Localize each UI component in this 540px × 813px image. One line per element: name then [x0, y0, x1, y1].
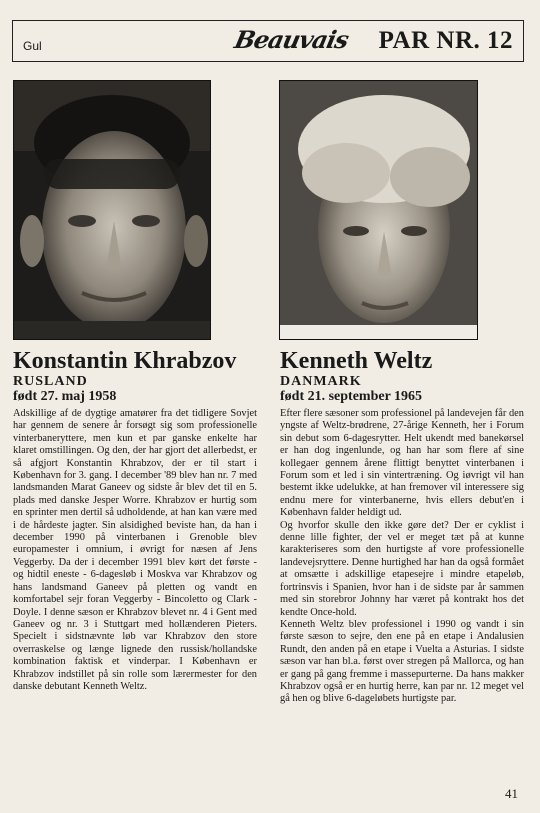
page-number: 41 — [505, 786, 518, 801]
bio-paragraph: Kenneth Weltz blev professionel i 1990 og vandt i sin første sæson to sejre, den ene på en etape i Andalusien Rundt, den anden på en etape i Vuelta a Asturias. I sidste sæson var han bl.a. først over stregen på Mallorca, og han er gang på gang fremme i massepurterne. Da hans makker Khrabzov også er en hurtig herre, kan par nr. 12 meget vel gå hen og blive 6-dageløbets hurtigste par. — [280, 618, 524, 705]
bio-paragraph: Adskillige af de dygtige amatører fra det tidligere Sovjet har gennem de senere år forsøgt sig som professionelle vinterbaneryttere, men kun et par ganske enkelte har klaret omstillingen. Og den, der har gjort det allerbedst, er så afgjort Konstantin Khrabzov, der er til start i København for 3. gang. I december '89 blev han nr. 7 med landsmanden Marat Ganeev og sidste år blev det til en 5. plads med danske Jesper Worre. Khrabzov er hurtig som en sprinter men dertil så udholdende, at han kan være med i de hårdeste jagter. Sin alsidighed beviste han, da han i december 1990 på vinterbanen i Grenoble blev europamester i omnium, i øvrigt for næsen af Jens Veggerby. Da der i december 1991 blev kørt det første - og hidtil eneste - 6-dagesløb i Moskva var Khrabzov og hans landsmand Ganeev på pletten og vandt en komfortabel sejr foran Veggerby - Bincoletto og Clark - Doyle. I denne sæson er Khrabzov blevet nr. 4 i Gent med Ganeev og nr. 3 i Stuttgart med hollænderen Pieters. Specielt i sidstnævnte løb var Khrabzov den store overraskelse og længe lignede den russisk/hollandske kombination faktisk et vinderpar. I København er Khrabzov indstillet på sin rolle som lærermester for den danske debutant Kenneth Weltz. — [13, 408, 257, 692]
jersey-color-label: Gul — [23, 39, 42, 53]
rider-birthdate: født 27. maj 1958 — [13, 389, 117, 404]
rider-birthdate: født 21. september 1965 — [280, 389, 423, 404]
rider-bio — [280, 408, 524, 706]
rider-photo-khrabzov — [13, 80, 211, 340]
bio-paragraph: Efter flere sæsoner som professionel på landevejen får den yngste af Weltz-brødrene, 27-årige Kenneth, her i Forum sin debut som 6-dagesrytter. Helt ukendt med banekørsel er han dog ingenlunde, og han har som flere af sine kollegaer gennem årene flittigt benyttet vinterbanen i Forum som et led i sin vintertræning. Og iøvrigt vil han bestemt ikke udelukke, at han fremover vil interessere sig endnu mere for vinterbanerne, hvis ellers debut'en i København falder heldigt ud. — [280, 408, 524, 519]
page-header — [12, 20, 524, 62]
rider-column-khrabzov — [13, 348, 257, 693]
rider-bio — [13, 408, 257, 693]
rider-column-weltz — [280, 348, 524, 706]
pair-number-title: PAR NR. 12 — [378, 27, 513, 54]
bio-paragraph: Og hvorfor skulle den ikke gøre det? Der er cyklist i denne lille fighter, der vel er meget tæt på at kunne karakteriseres som den hurtigste af vore professionelle landevejsryttere. Denne hurtighed har han da også formået at omsætte i adskillige etapesejre i mindre etapeløb, fortrinsvis i Spanien, hvor han i de sidste par år sammen med sin storebror Johnny har været på kontrakt hos det kendte Once-hold. — [280, 519, 524, 618]
rider-photo-weltz — [279, 80, 478, 340]
rider-country: DANMARK — [280, 374, 362, 389]
rider-name: Konstantin Khrabzov — [13, 348, 237, 374]
rider-name: Kenneth Weltz — [280, 348, 433, 374]
rider-country: RUSLAND — [13, 374, 88, 389]
sponsor-logo: Beauvais — [231, 25, 351, 54]
